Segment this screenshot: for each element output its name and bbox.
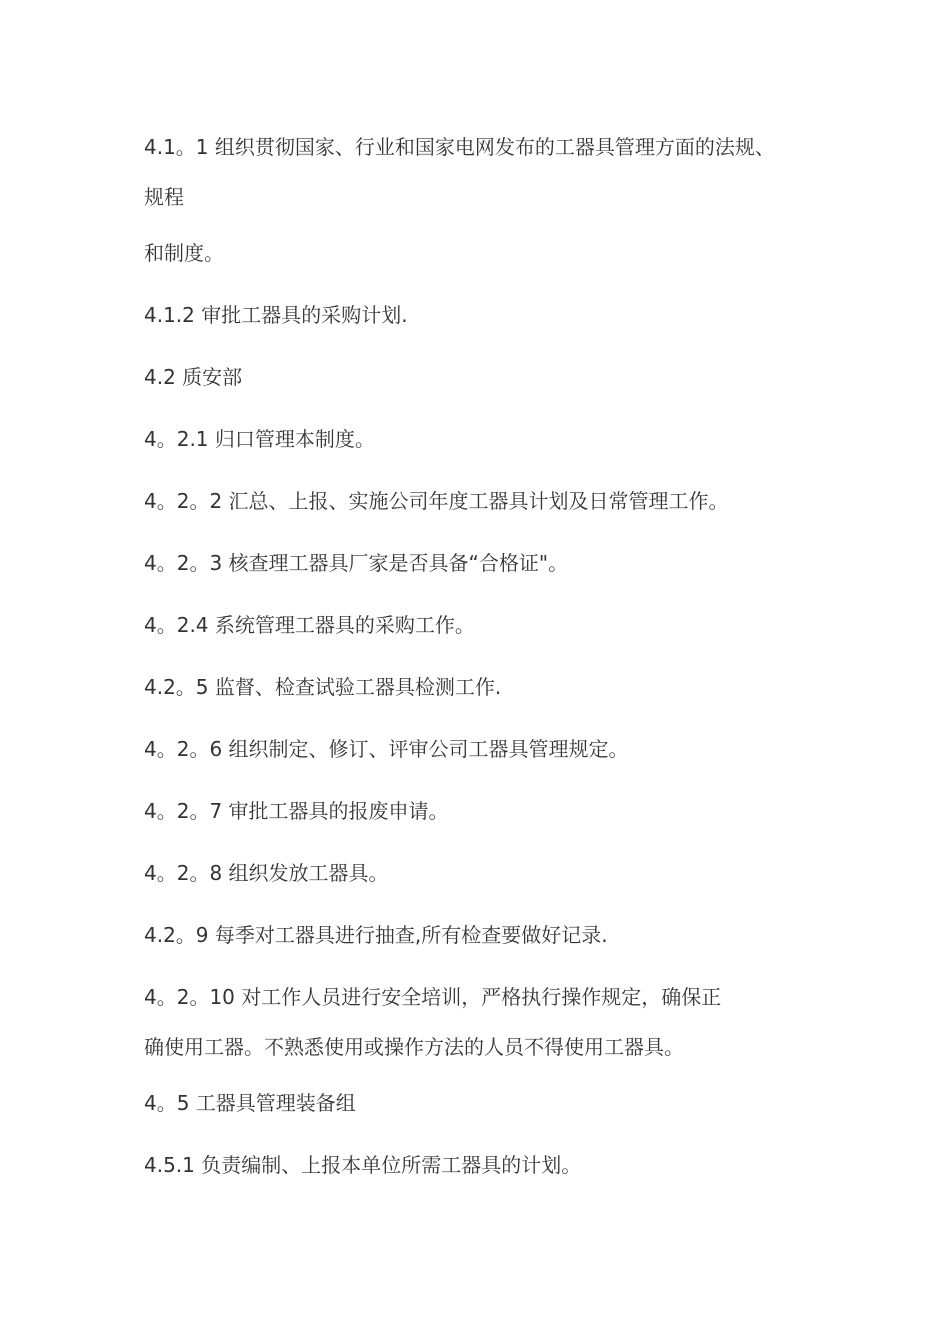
paragraph-4-2-8 (144, 854, 824, 892)
paragraph-4-2-9 (144, 916, 824, 954)
paragraph-line: 确使用工器。不熟悉使用或操作方法的人员不得使用工器具。 (144, 1035, 684, 1059)
paragraph-4-2-3 (144, 544, 824, 582)
paragraph-line: 4.1。1 组织贯彻国家、行业和国家电网发布的工器具管理方面的法规、 (144, 135, 775, 159)
paragraph-line: 4。2。6 组织制定、修订、评审公司工器具管理规定。 (144, 737, 629, 761)
paragraph-line: 4.1.2 审批工器具的采购计划. (144, 303, 408, 327)
paragraph-4-2-7 (144, 792, 824, 830)
paragraph-4-2-6 (144, 730, 824, 768)
section-heading: 4.2 质安部 (144, 365, 243, 389)
paragraph-line: 4。2。10 对工作人员进行安全培训，严格执行操作规定，确保正 (144, 985, 722, 1009)
paragraph-4-2-5 (144, 668, 824, 706)
paragraph-line: 规程 (144, 185, 184, 209)
paragraph-line: 4。2。3 核查理工器具厂家是否具备“合格证"。 (144, 551, 569, 575)
paragraph-line: 4.2。9 每季对工器具进行抽查,所有检查要做好记录. (144, 923, 608, 947)
paragraph-4-2-10 (144, 972, 824, 1072)
paragraph-4-2-2 (144, 482, 824, 520)
paragraph-line: 4。2。8 组织发放工器具。 (144, 861, 389, 885)
paragraph-line: 和制度。 (144, 241, 224, 265)
heading-4-5 (144, 1084, 824, 1122)
document-body (144, 128, 824, 1208)
paragraph-line: 4。2.4 系统管理工器具的采购工作。 (144, 613, 475, 637)
paragraph-line: 4。2。7 审批工器具的报废申请。 (144, 799, 449, 823)
paragraph-4-2-1 (144, 420, 824, 458)
paragraph-line: 4.5.1 负责编制、上报本单位所需工器具的计划。 (144, 1153, 582, 1177)
section-heading: 4。5 工器具管理装备组 (144, 1091, 356, 1115)
paragraph-line: 4。2。2 汇总、上报、实施公司年度工器具计划及日常管理工作。 (144, 489, 729, 513)
heading-4-2 (144, 358, 824, 396)
paragraph-4-1-1-cont (144, 234, 824, 272)
paragraph-4-2-4 (144, 606, 824, 644)
paragraph-4-5-1 (144, 1146, 824, 1184)
paragraph-4-1-2 (144, 296, 824, 334)
paragraph-4-1-1 (144, 122, 824, 222)
paragraph-line: 4.2。5 监督、检查试验工器具检测工作. (144, 675, 502, 699)
paragraph-line: 4。2.1 归口管理本制度。 (144, 427, 375, 451)
